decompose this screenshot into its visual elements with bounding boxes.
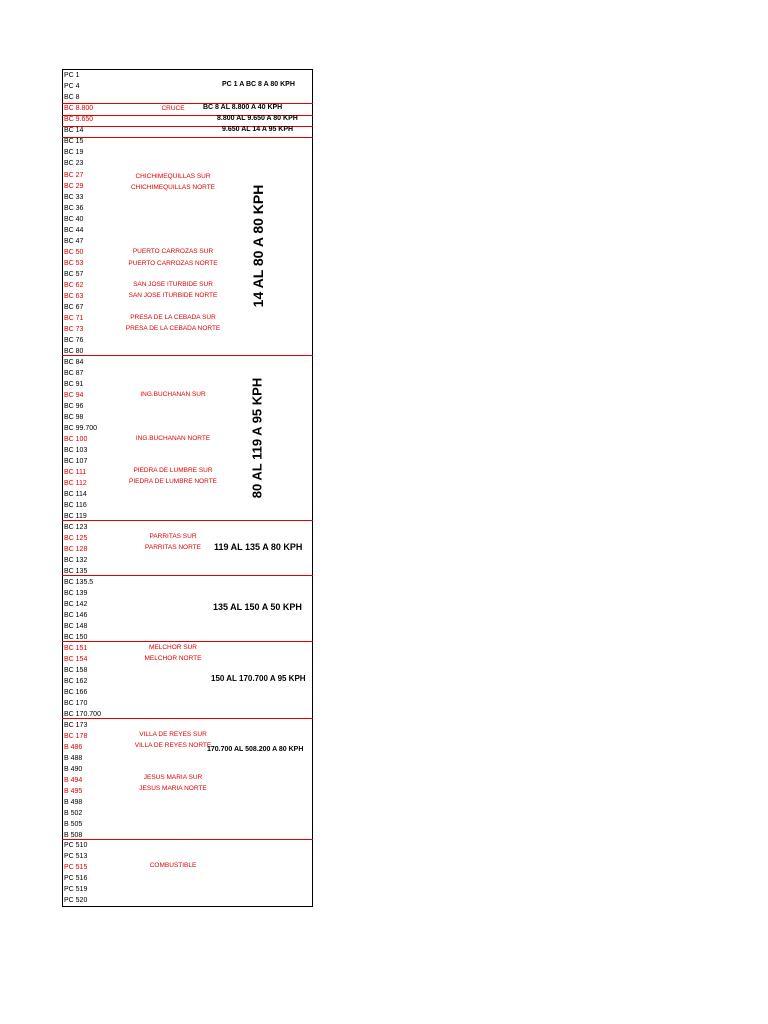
station-code: B 494 xyxy=(64,777,83,784)
station-code: BC 150 xyxy=(64,634,88,641)
station-code: PC 516 xyxy=(64,875,88,882)
station-code: B 495 xyxy=(64,788,83,795)
station-code: BC 71 xyxy=(64,315,84,322)
location-name: PUERTO CARROZAS NORTE xyxy=(128,260,218,267)
speed-limit-table xyxy=(62,69,313,907)
station-code: BC 135 xyxy=(64,568,88,575)
station-code: BC 116 xyxy=(64,502,87,509)
speed-note: 135 AL 150 A 50 KPH xyxy=(213,602,302,612)
station-code: B 502 xyxy=(64,810,83,817)
station-code: BC 80 xyxy=(64,348,84,355)
station-code: BC 170.700 xyxy=(64,711,101,718)
location-name: COMBUSTIBLE xyxy=(149,862,197,869)
station-code: PC 520 xyxy=(64,897,88,904)
station-code: BC 23 xyxy=(64,160,84,167)
station-code: BC 9.650 xyxy=(64,116,94,123)
station-code: BC 33 xyxy=(64,194,84,201)
station-code: BC 44 xyxy=(64,227,84,234)
station-code: BC 162 xyxy=(64,678,88,685)
station-code: BC 170 xyxy=(64,700,88,707)
station-code: BC 158 xyxy=(64,667,88,674)
station-code: BC 151 xyxy=(64,645,88,652)
speed-note: 9.650 AL 14 A 95 KPH xyxy=(222,126,294,133)
station-code: BC 36 xyxy=(64,205,84,212)
station-code: BC 132 xyxy=(64,557,88,564)
station-code: BC 128 xyxy=(64,546,88,553)
station-code: BC 146 xyxy=(64,612,88,619)
station-code: BC 84 xyxy=(64,359,84,366)
station-code: BC 123 xyxy=(64,524,88,531)
station-code: PC 1 xyxy=(64,72,80,79)
station-code: BC 27 xyxy=(64,172,84,179)
station-code: BC 47 xyxy=(64,238,84,245)
station-code: B 498 xyxy=(64,799,83,806)
station-code: BC 19 xyxy=(64,149,84,156)
station-code: BC 29 xyxy=(64,183,84,190)
station-code: BC 166 xyxy=(64,689,88,696)
station-code: BC 100 xyxy=(64,436,88,443)
station-code: BC 50 xyxy=(64,249,84,256)
location-name: PUERTO CARROZAS SUR xyxy=(132,248,214,255)
location-name: MELCHOR NORTE xyxy=(144,655,202,662)
station-code: BC 139 xyxy=(64,590,88,597)
station-code: BC 14 xyxy=(64,127,84,134)
station-code: BC 57 xyxy=(64,271,84,278)
station-code: BC 8.800 xyxy=(64,105,94,112)
station-code: BC 67 xyxy=(64,304,84,311)
station-code: BC 103 xyxy=(64,447,88,454)
speed-note-vertical: 80 AL 119 A 95 KPH xyxy=(249,377,265,499)
section-separator xyxy=(62,520,313,521)
station-code: PC 510 xyxy=(64,842,88,849)
station-code: BC 53 xyxy=(64,260,84,267)
station-code: BC 87 xyxy=(64,370,84,377)
location-name: CHICHIMEQUILLAS SUR xyxy=(135,173,211,180)
station-code: BC 114 xyxy=(64,491,87,498)
station-code: BC 8 xyxy=(64,94,80,101)
station-code: BC 15 xyxy=(64,138,84,145)
speed-note: 8.800 AL 9.650 A 80 KPH xyxy=(217,115,298,122)
station-code: BC 125 xyxy=(64,535,88,542)
location-name: ING.BUCHANAN NORTE xyxy=(135,435,211,442)
station-code: B 490 xyxy=(64,766,83,773)
location-name: PRESA DE LA CEBADA SUR xyxy=(130,314,216,321)
station-code: B 508 xyxy=(64,832,83,839)
speed-note-vertical: 14 AL 80 A 80 KPH xyxy=(250,184,266,308)
station-code: BC 91 xyxy=(64,381,84,388)
station-code: BC 107 xyxy=(64,458,88,465)
station-code: BC 154 xyxy=(64,656,88,663)
section-separator xyxy=(62,137,313,138)
station-code: BC 76 xyxy=(64,337,84,344)
station-code: BC 112 xyxy=(64,480,87,487)
station-code: BC 98 xyxy=(64,414,84,421)
station-code: BC 135.5 xyxy=(64,579,94,586)
speed-note: PC 1 A BC 8 A 80 KPH xyxy=(222,81,295,88)
location-name: PIEDRA DE LUMBRE NORTE xyxy=(128,478,217,485)
section-separator xyxy=(62,641,313,642)
speed-note: 150 AL 170.700 A 95 KPH xyxy=(211,674,306,683)
location-name: JESUS MARIA NORTE xyxy=(139,785,207,792)
station-code: BC 73 xyxy=(64,326,84,333)
location-name: PIEDRA DE LUMBRE SUR xyxy=(133,467,213,474)
station-code: B 486 xyxy=(64,744,83,751)
location-name: PARRITAS NORTE xyxy=(145,544,201,551)
station-code: PC 513 xyxy=(64,853,88,860)
location-name: VILLA DE REYES NORTE xyxy=(134,742,212,749)
section-separator xyxy=(62,355,313,356)
location-name: PARRITAS SUR xyxy=(149,533,197,540)
location-name: JESUS MARIA SUR xyxy=(143,774,203,781)
speed-note: 119 AL 135 A 80 KPH xyxy=(214,542,303,552)
station-code: BC 173 xyxy=(64,722,88,729)
station-code: BC 111 xyxy=(64,469,87,476)
station-code: BC 119 xyxy=(64,513,87,520)
station-code: B 488 xyxy=(64,755,83,762)
station-code: BC 63 xyxy=(64,293,84,300)
section-separator xyxy=(62,839,313,840)
station-code: BC 62 xyxy=(64,282,84,289)
station-code: BC 99.700 xyxy=(64,425,98,432)
station-code: BC 178 xyxy=(64,733,88,740)
location-name: CHICHIMEQUILLAS NORTE xyxy=(130,184,216,191)
location-name: ING.BUCHANAN SUR xyxy=(140,391,206,398)
location-name: PRESA DE LA CEBADA NORTE xyxy=(125,325,221,332)
station-code: BC 94 xyxy=(64,392,84,399)
speed-note: 170.700 AL 508.200 A 80 KPH xyxy=(207,746,304,753)
location-name: VILLA DE REYES SUR xyxy=(139,731,207,738)
station-code: PC 519 xyxy=(64,886,88,893)
station-code: PC 515 xyxy=(64,864,88,871)
station-code: BC 148 xyxy=(64,623,88,630)
station-code: BC 40 xyxy=(64,216,84,223)
location-name: CRUCE xyxy=(161,105,185,112)
section-separator xyxy=(62,575,313,576)
speed-note: BC 8 AL 8.800 A 40 KPH xyxy=(203,104,283,111)
station-code: B 505 xyxy=(64,821,83,828)
location-name: MELCHOR SUR xyxy=(148,644,198,651)
station-code: BC 96 xyxy=(64,403,84,410)
location-name: SAN JOSE ITURBIDE NORTE xyxy=(128,292,218,299)
station-code: PC 4 xyxy=(64,83,80,90)
section-separator xyxy=(62,718,313,719)
location-name: SAN JOSE ITURBIDE SUR xyxy=(133,281,213,288)
station-code: BC 142 xyxy=(64,601,88,608)
